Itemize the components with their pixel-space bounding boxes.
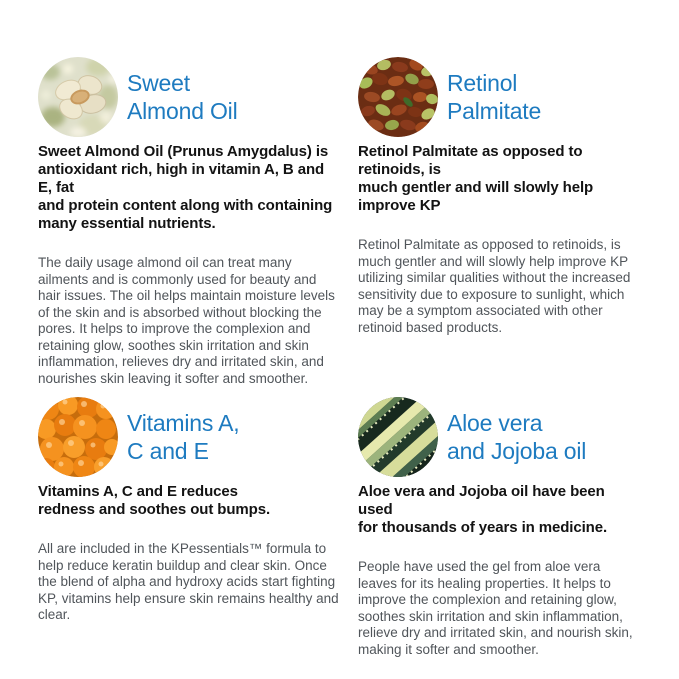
- ingredient-card-vitamins-a-c-e: [38, 397, 340, 679]
- retinol-beans-photo: [358, 57, 438, 137]
- ingredient-card-retinol-palmitate: [358, 57, 641, 397]
- card-header: [38, 57, 340, 137]
- card-header: [358, 397, 641, 477]
- card-body: All are included in the KPessentials™ formula to help reduce keratin buildup and clear skin. Once the blend of alpha and hydroxy acids start fighting KP, vitamins help ensure skin remains healthy and clear.: [38, 541, 339, 622]
- card-intro: Retinol Palmitate as opposed to retinoids, is much gentler and will slowly help improve KP: [358, 143, 594, 214]
- card-heading: Retinol Palmitate: [447, 70, 542, 124]
- card-body: People have used the gel from aloe vera leaves for its healing properties. It helps to improve the complexion and retaining glow, soothes skin irritation and skin inflammation, relieve dry and irritated skin, and nourish skin, making it softer and smoother.: [358, 559, 633, 657]
- ingredient-card-sweet-almond-oil: [38, 57, 340, 397]
- ingredient-card-aloe-vera-jojoba: [358, 397, 641, 679]
- almond-nuts-photo: [38, 57, 118, 137]
- card-header: [38, 397, 340, 477]
- card-intro: Vitamins A, C and E reduces redness and soothes out bumps.: [38, 483, 271, 518]
- card-heading: Aloe vera and Jojoba oil: [447, 410, 587, 464]
- card-heading: Sweet Almond Oil: [127, 70, 238, 124]
- card-heading: Vitamins A, C and E: [127, 410, 240, 464]
- card-body: Retinol Palmitate as opposed to retinoids, is much gentler and will slowly help improve KP utilizing similar qualities without the increased sensitivity due to exposure to sunlight, which may be a symptom associated with other retinoid based products.: [358, 237, 631, 335]
- orange-berries-photo: [38, 397, 118, 477]
- card-intro: Aloe vera and Jojoba oil have been used for thousands of years in medicine.: [358, 483, 608, 536]
- card-header: [358, 57, 641, 137]
- card-body: The daily usage almond oil can treat many ailments and is commonly used for beauty and hair issues. The oil helps maintain moisture levels of the skin and is absorbed without blocking the pores. It helps to improve the complexion and retaining glow, soothes skin irritation and skin inflammation, relieves dry and irritated skin, and nourishes skin leaving it softer and smoother.: [38, 255, 335, 386]
- aloe-vera-leaves-photo: [358, 397, 438, 477]
- card-intro: Sweet Almond Oil (Prunus Amygdalus) is antioxidant rich, high in vitamin A, B and E, fat and protein content along with containing many essential nutrients.: [38, 143, 333, 232]
